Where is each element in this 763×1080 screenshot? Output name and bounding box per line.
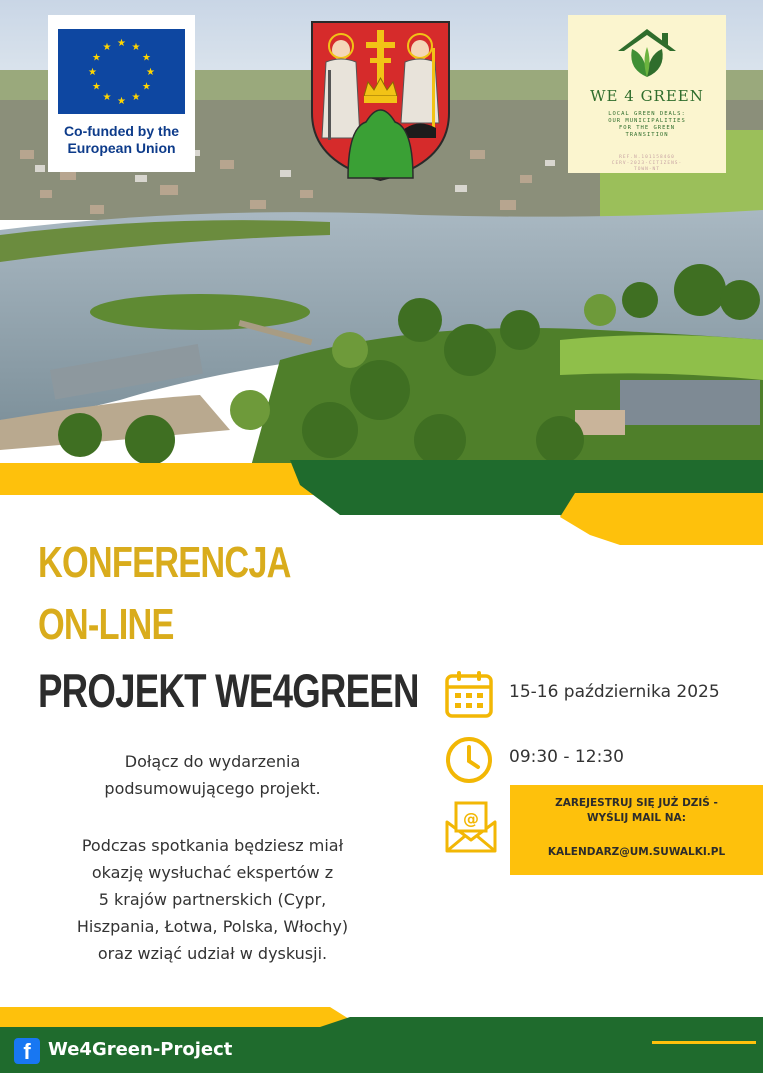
description-line: oraz wziąć udział w dyskusji. (97, 944, 328, 963)
svg-text:★: ★ (92, 81, 101, 93)
we4green-logo (568, 15, 726, 173)
description-line: okazję wysłuchać ekspertów z (91, 863, 334, 882)
we4green-sub4: TRANSITION (625, 132, 669, 138)
title-line3: PROJEKT WE4GREEN (38, 664, 419, 717)
svg-text:★: ★ (142, 81, 151, 93)
house-leaf-icon (614, 25, 680, 81)
title-line2: ON-LINE (38, 600, 174, 649)
we4green-sub2: OUR MUNICIPALITIES (608, 118, 686, 124)
description-line: Hiszpania, Łotwa, Polska, Włochy) (76, 917, 349, 936)
description-line: Dołącz do wydarzenia (124, 752, 301, 771)
description-line: podsumowującego projekt. (104, 779, 321, 798)
we4green-subtitle (574, 111, 720, 139)
svg-text:★: ★ (142, 52, 151, 64)
eu-cofunded-logo (48, 15, 195, 172)
mail-at-icon (444, 800, 498, 854)
registration-box (510, 785, 763, 875)
we4green-sub3: FOR THE GREEN (618, 125, 676, 131)
calendar-icon (444, 669, 494, 719)
we4green-ref1: REF.N.101158460 (619, 155, 675, 160)
svg-text:★: ★ (102, 92, 112, 103)
facebook-icon[interactable]: f (14, 1038, 40, 1064)
register-line2: WYŚLIJ MAIL NA: (586, 812, 687, 824)
we4green-reference (574, 155, 720, 173)
description-line: 5 krajów partnerskich (Cypr, (98, 890, 327, 909)
description-details (40, 832, 385, 967)
svg-text:★: ★ (146, 67, 155, 78)
svg-text:★: ★ (92, 52, 101, 64)
we4green-ref2: CERV-2023-CITIZENS- (611, 161, 683, 166)
register-line1: ZAREJESTRUJ SIĘ JUŻ DZIŚ - (555, 797, 718, 809)
event-time: 09:30 - 12:30 (509, 747, 624, 767)
we4green-sub1: LOCAL GREEN DEALS: (608, 111, 686, 117)
suwalki-coat-of-arms-icon (308, 18, 453, 183)
svg-text:★: ★ (131, 92, 141, 103)
svg-text:@: @ (463, 809, 479, 828)
we4green-title: WE 4 GREEN (590, 87, 704, 105)
description-line: Podczas spotkania będziesz miał (81, 836, 344, 855)
we4green-ref3: TOWN-NT (634, 167, 660, 172)
eu-cofunded-text (48, 123, 195, 157)
eu-line1: Co-funded by the (63, 123, 180, 139)
title-line1: KONFERENCJA (38, 538, 291, 587)
eu-flag-icon (58, 29, 185, 114)
register-email[interactable]: KALENDARZ@UM.SUWALKI.PL (547, 846, 726, 858)
svg-text:★: ★ (102, 42, 112, 53)
svg-text:★: ★ (131, 42, 141, 53)
description-intro (40, 748, 385, 802)
clock-icon (444, 735, 494, 785)
svg-text:★: ★ (88, 67, 97, 78)
svg-text:★: ★ (117, 38, 126, 49)
eu-line2: European Union (67, 140, 176, 156)
facebook-page-link[interactable]: We4Green-Project (48, 1039, 233, 1060)
event-date: 15-16 października 2025 (509, 682, 720, 702)
footer-accent-line (652, 1041, 756, 1044)
svg-text:★: ★ (117, 96, 126, 107)
